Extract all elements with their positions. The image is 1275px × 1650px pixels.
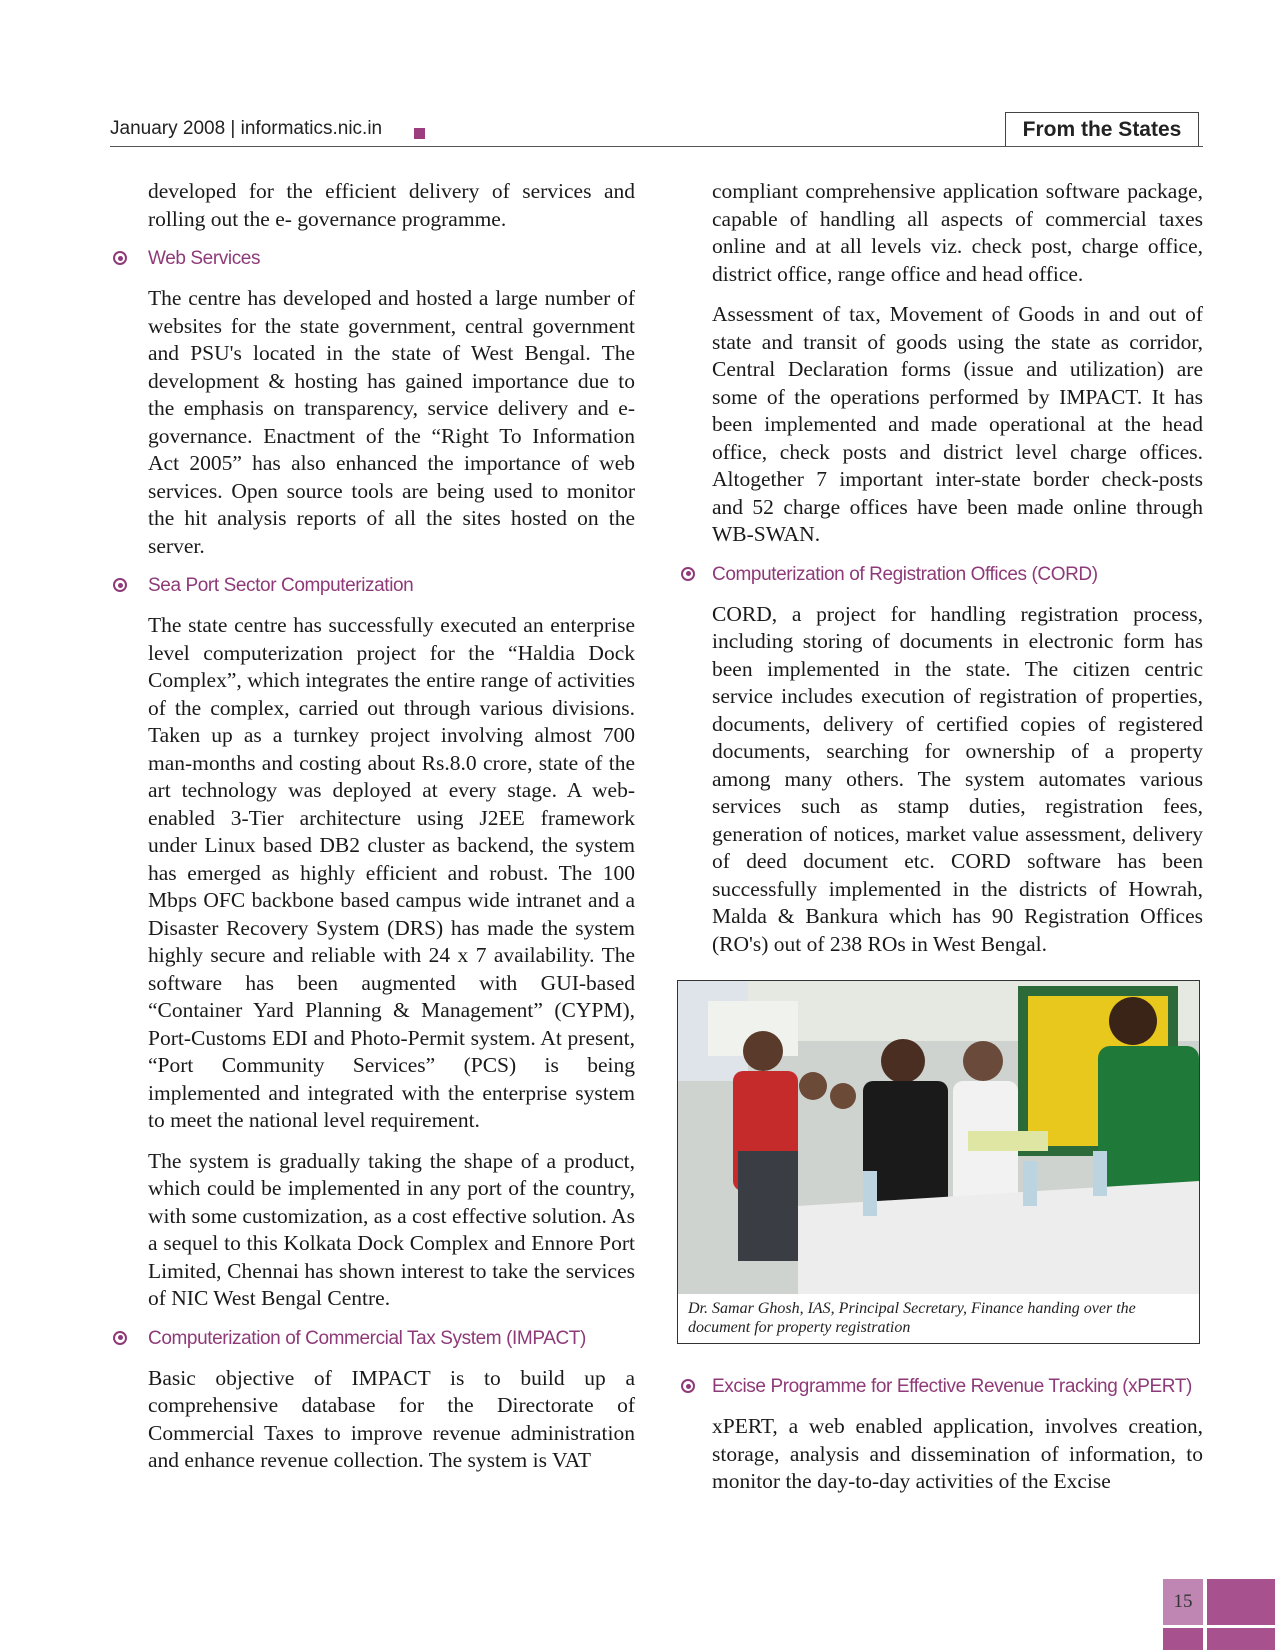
web-services-paragraph: The centre has developed and hosted a large number of websites for the state government, central government and PSU's located in the state of West Bengal. The development & hosting has gained importance due to the emphasis on transparency, service delivery and e-governance. Enactment of the “Right To Information Act 2005” has also enhanced the importance of web services. Open source tools are being used to monitor the hit analysis reports of all the sites hosted on the server. xyxy=(148,286,635,558)
bullet-icon xyxy=(681,1379,695,1393)
heading-cord xyxy=(678,562,1203,588)
header-left-text: January 2008 | informatics.nic.in xyxy=(110,118,383,139)
impact-continued-paragraph: compliant comprehensive application software package, capable of handling all aspects of commercial taxes online and at all levels viz. check post, charge office, district office, range office and head office. xyxy=(712,179,1203,286)
heading-text: Computerization of Commercial Tax System (IMPACT) xyxy=(148,1327,586,1349)
xpert-paragraph: xPERT, a web enabled application, involves creation, storage, analysis and dissemination of information, to monitor the day-to-day activities of the Excise xyxy=(712,1414,1203,1493)
section-title-box: From the States xyxy=(1005,112,1199,146)
cord-paragraph: CORD, a project for handling registration process, including storing of documents in electronic form has been implemented in the state. The citizen centric service includes execution of registration of properties, documents, delivery of certified copies of registered documents, searching for ownership of a property among many others. The system automates various services such as stamp duties, registration fees, generation of notices, market value assessment, delivery of deed document etc. CORD software has been successfully implemented in the districts of Howrah, Malda & Bankura which has 90 Registration Offices (RO's) out of 238 ROs in West Bengal. xyxy=(712,601,1203,956)
heading-text: Sea Port Sector Computerization xyxy=(148,575,414,596)
photo-figure xyxy=(677,980,1200,1344)
heading-xpert xyxy=(678,1374,1203,1400)
heading-sea-port xyxy=(110,573,635,599)
bullet-icon xyxy=(113,251,127,265)
right-column xyxy=(678,178,1203,1509)
header-square-marker xyxy=(414,128,425,139)
bullet-icon xyxy=(681,567,695,581)
heading-text: Web Services xyxy=(148,248,261,269)
impact-paragraph: Basic objective of IMPACT is to build up a comprehensive database for the Directorate of Commercial Taxes to improve revenue administration and enhance revenue collection. The system is VAT xyxy=(148,1365,635,1472)
bullet-icon xyxy=(113,578,127,592)
page-number: 15 xyxy=(1163,1579,1203,1625)
intro-paragraph: developed for the efficient delivery of services and rolling out the e- governance programme. xyxy=(148,179,635,231)
event-photo xyxy=(678,981,1199,1294)
sea-port-paragraph-1: The state centre has successfully executed an enterprise level computerization project for the “Haldia Dock Complex”, which integrates the entire range of activities of the complex, carried out through various divisions. Taken up as a turnkey project involving almost 700 man-months and costing about Rs.8.0 crore, state of the art technology was deployed at every stage. A web-enabled 3-Tier architecture using J2EE framework under Linux based DB2 cluster as backend, the system has emerged as highly efficient and robust. The 100 Mbps OFC backbone based campus wide intranet and a Disaster Recovery System (DRS) has made the system highly secure and reliable with 24 x 7 availability. The software has been augmented with GUI-based “Container Yard Planning & Management” (CYPM), Port-Customs EDI and Photo-Permit system. At present, “Port Community Services” (PCS) is being implemented and integrated with the enterprise system to meet the national level requirement. xyxy=(148,613,635,1132)
heading-text: Computerization of Registration Offices (CORD) xyxy=(712,563,1098,585)
heading-impact xyxy=(110,1326,635,1352)
heading-text: Excise Programme for Effective Revenue Tracking (xPERT) xyxy=(712,1376,1192,1397)
header-rule xyxy=(110,146,1203,147)
left-column xyxy=(110,178,635,1488)
page-tab-under xyxy=(1163,1628,1203,1650)
bullet-icon xyxy=(113,1331,127,1345)
page-tab-bar xyxy=(1207,1579,1275,1625)
impact-paragraph-2: Assessment of tax, Movement of Goods in and out of state and transit of goods using the state as corridor, Central Declaration forms (issue and utilization) are some of the operations performed by IMPACT. It has been implemented and made operational at the head office, check posts and district level charge offices. Altogether 7 important inter-state border check-posts and 52 charge offices have been made online through WB-SWAN. xyxy=(712,302,1203,546)
page-tab-under xyxy=(1207,1628,1275,1650)
photo-caption: Dr. Samar Ghosh, IAS, Principal Secretary, Finance handing over the document for property registration xyxy=(688,1300,1136,1336)
heading-web-services xyxy=(110,246,635,272)
sea-port-paragraph-2: The system is gradually taking the shape of a product, which could be implemented in any port of the country, with some customization, as a cost effective solution. As a sequel to this Kolkata Dock Complex and Ennore Port Limited, Chennai has shown interest to take the services of NIC West Bengal Centre. xyxy=(148,1148,635,1310)
